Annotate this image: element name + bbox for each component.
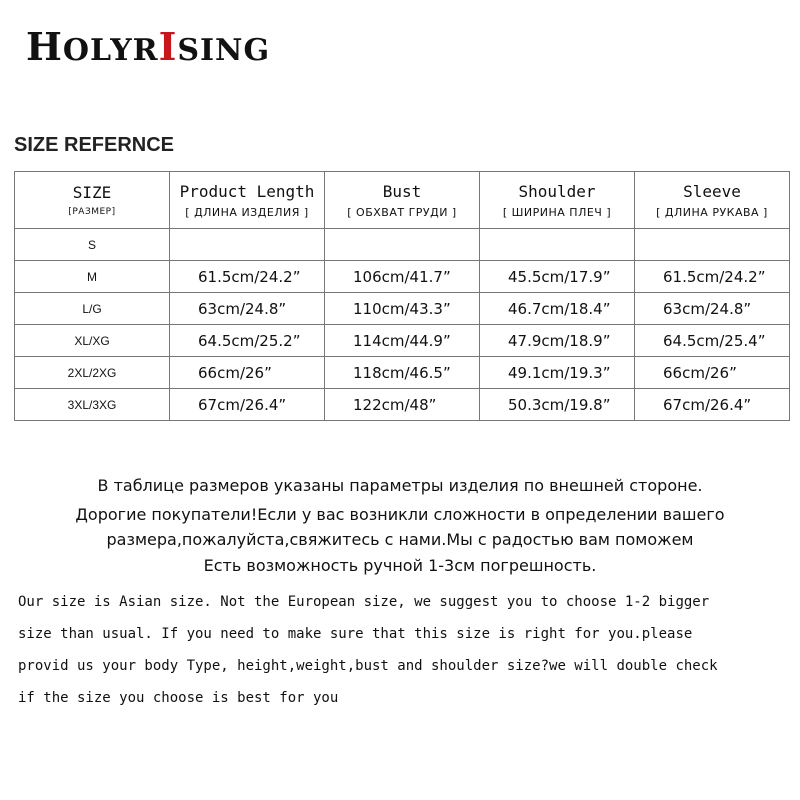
note-en-line-3: provid us your body Type, height,weight,bust and shoulder size?we will double check — [18, 658, 718, 674]
table-row — [15, 261, 790, 293]
table-row — [15, 357, 790, 389]
note-ru-line-2: Дорогие покупатели!Если у вас возникли сложности в определении вашего — [75, 505, 725, 524]
shoulder-cell: 46.7cm/18.4” — [480, 293, 635, 325]
table-row — [15, 325, 790, 357]
table-row — [15, 293, 790, 325]
size-table-header-row — [15, 172, 790, 229]
bust-cell: 106cm/41.7” — [325, 261, 480, 293]
logo-letter-i-red: I — [158, 24, 178, 69]
size-table — [14, 171, 790, 421]
sleeve-cell: 64.5cm/25.4” — [635, 325, 790, 357]
shoulder-cell: 49.1cm/19.3” — [480, 357, 635, 389]
note-ru-line-4: Есть возможность ручной 1-3см погрешность. — [203, 556, 597, 575]
bust-cell: 122cm/48” — [325, 389, 480, 421]
sleeve-cell: 61.5cm/24.2” — [635, 261, 790, 293]
size-cell: 3XL/3XG — [15, 389, 170, 421]
shoulder-cell: 45.5cm/17.9” — [480, 261, 635, 293]
length-cell: 66cm/26” — [170, 357, 325, 389]
note-ru-line-1: В таблице размеров указаны параметры изделия по внешней стороне. — [97, 476, 703, 495]
note-en-line-2: size than usual. If you need to make sure that this size is right for you.please — [18, 626, 693, 642]
length-cell — [170, 229, 325, 261]
length-cell: 64.5cm/25.2” — [170, 325, 325, 357]
header-shoulder: Shoulder [ ШИРИНА ПЛЕЧ ] — [480, 172, 635, 229]
table-row — [15, 229, 790, 261]
logo-letter-h: H — [26, 24, 63, 69]
length-cell: 61.5cm/24.2” — [170, 261, 325, 293]
size-cell: L/G — [15, 293, 170, 325]
length-cell: 63cm/24.8” — [170, 293, 325, 325]
logo-letters-olyr: OLYR — [62, 33, 159, 68]
note-en-line-4: if the size you choose is best for you — [18, 690, 339, 706]
sleeve-cell: 63cm/24.8” — [635, 293, 790, 325]
brand-logo — [26, 24, 271, 69]
bust-cell: 110cm/43.3” — [325, 293, 480, 325]
logo-letters-sing: SING — [177, 33, 271, 68]
header-size: SIZE [РАЗМЕР] — [15, 172, 170, 229]
header-bust: Bust [ ОБХВАТ ГРУДИ ] — [325, 172, 480, 229]
size-reference-heading: SIZE REFERNCE — [14, 134, 175, 156]
size-cell: 2XL/2XG — [15, 357, 170, 389]
shoulder-cell — [480, 229, 635, 261]
header-sleeve: Sleeve [ ДЛИНА РУКАВА ] — [635, 172, 790, 229]
size-cell: S — [15, 229, 170, 261]
sleeve-cell: 66cm/26” — [635, 357, 790, 389]
table-row — [15, 389, 790, 421]
shoulder-cell: 47.9cm/18.9” — [480, 325, 635, 357]
bust-cell: 114cm/44.9” — [325, 325, 480, 357]
size-cell: M — [15, 261, 170, 293]
bust-cell — [325, 229, 480, 261]
bust-cell: 118cm/46.5” — [325, 357, 480, 389]
size-cell: XL/XG — [15, 325, 170, 357]
shoulder-cell: 50.3cm/19.8” — [480, 389, 635, 421]
sleeve-cell: 67cm/26.4” — [635, 389, 790, 421]
note-ru-line-3: размера,пожалуйста,свяжитесь с нами.Мы с радостью вам поможем — [106, 530, 694, 549]
length-cell: 67cm/26.4” — [170, 389, 325, 421]
sleeve-cell — [635, 229, 790, 261]
note-en-line-1: Our size is Asian size. Not the European size, we suggest you to choose 1-2 bigger — [18, 594, 710, 610]
header-product-length: Product Length [ ДЛИНА ИЗДЕЛИЯ ] — [170, 172, 325, 229]
